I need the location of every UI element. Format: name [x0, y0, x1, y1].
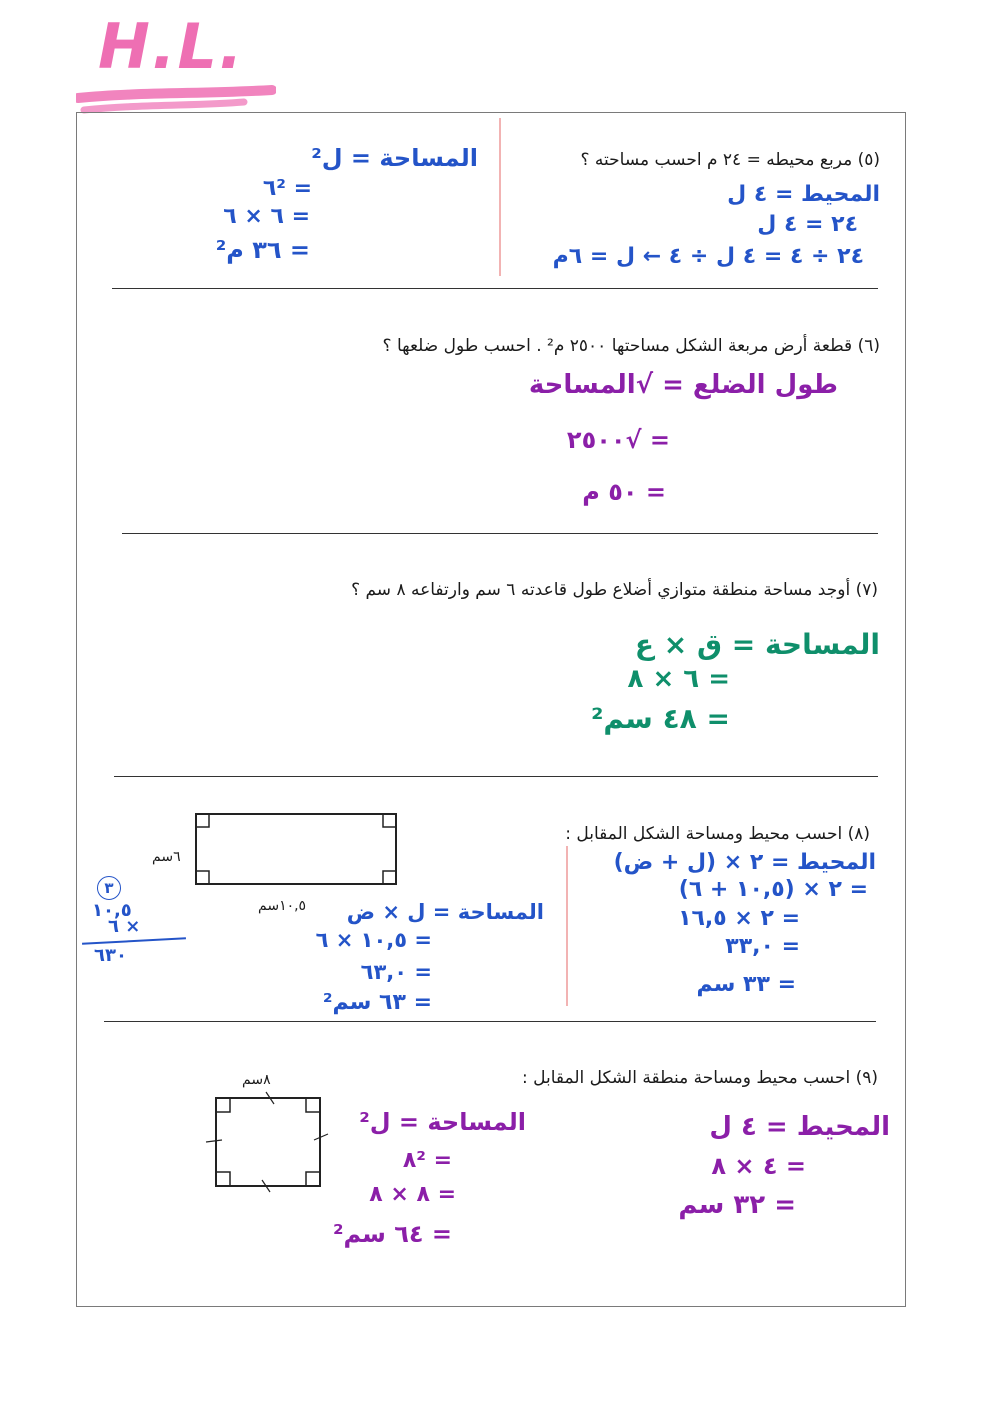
- q9-perimeter-line-1: المحيط = ٤ ل: [709, 1112, 890, 1142]
- rectangle-width-label: ١٠,٥سم: [258, 898, 307, 914]
- margin-divider: [499, 118, 501, 276]
- question-7: (٧) أوجد مساحة منطقة متوازي أضلاع طول قاعدته ٦ سم وارتفاعه ٨ سم ؟: [351, 580, 878, 600]
- q8-side-calc-line-3: ٦٣٠: [94, 945, 127, 966]
- margin-divider: [566, 846, 568, 1006]
- q7-work-line-2: = ٦ × ٨: [627, 664, 730, 694]
- q7-work-line-3: = ٤٨ سم²: [591, 702, 730, 735]
- q5-perimeter-line-2: ٢٤ = ٤ ل: [757, 212, 858, 237]
- q8-area-line-2: = ١٠,٥ × ٦: [315, 928, 432, 952]
- q7-work-line-1: المساحة = ق × ع: [634, 628, 880, 661]
- q9-perimeter-line-2: = ٤ × ٨: [711, 1152, 806, 1180]
- side-calc-mark: ٣: [97, 876, 121, 900]
- q8-perimeter-line-3: = ٢ × ١٦,٥: [678, 906, 800, 931]
- q8-perimeter-line-5: = ٣٣ سم: [696, 972, 796, 997]
- q5-area-line-1: المساحة = ل²: [311, 144, 478, 172]
- question-9: (٩) احسب محيط ومساحة منطقة الشكل المقابل :: [521, 1068, 878, 1088]
- section-divider: [104, 1021, 876, 1022]
- q6-work-line-2: = √٢٥٠٠: [566, 426, 670, 454]
- q9-area-line-1: المساحة = ل²: [359, 1108, 526, 1136]
- q5-perimeter-line-3: ٢٤ ÷ ٤ = ٤ ل ÷ ٤ ← ل = ٦م: [552, 244, 864, 269]
- q6-work-line-1: طول الضلع = √المساحة: [528, 370, 838, 400]
- q6-work-line-3: = ٥٠ م: [582, 478, 666, 506]
- teacher-initials: H.L.: [98, 10, 245, 83]
- q9-perimeter-line-3: = ٣٢ سم: [678, 1190, 796, 1220]
- q9-area-line-4: = ٦٤ سم²: [332, 1220, 452, 1248]
- q9-area-line-2: = ٨²: [402, 1148, 452, 1173]
- q9-area-line-3: = ٨ × ٨: [369, 1182, 456, 1207]
- q5-area-line-2: = ٦²: [262, 176, 312, 201]
- q8-perimeter-line-1: المحيط = ٢ × (ل + ض): [613, 850, 876, 875]
- q8-side-calc-line-1: ١٠,٥: [92, 900, 132, 921]
- q8-side-calc-line-2: ٦ ×: [108, 916, 141, 937]
- rectangle-height-label: ٦سم: [152, 849, 181, 865]
- section-divider: [122, 533, 878, 534]
- q5-area-line-4: = ٣٦ م²: [215, 236, 310, 264]
- section-divider: [114, 776, 878, 777]
- q5-area-line-3: = ٦ × ٦: [223, 204, 310, 229]
- square-figure: [204, 1090, 330, 1194]
- q5-perimeter-line-1: المحيط = ٤ ل: [727, 182, 880, 207]
- q8-area-line-4: = ٦٣ سم²: [322, 990, 432, 1015]
- q8-perimeter-line-2: = ٢ × (١٠,٥ + ٦): [678, 877, 868, 902]
- q8-area-line-3: = ٦٣,٠: [360, 960, 432, 984]
- question-6: (٦) قطعة أرض مربعة الشكل مساحتها ٢٥٠٠ م² . احسب طول ضلعها ؟: [382, 336, 880, 356]
- question-8: (٨) احسب محيط ومساحة الشكل المقابل :: [565, 824, 870, 844]
- question-5: (٥) مربع محيطه = ٢٤ م احسب مساحته ؟: [580, 150, 880, 170]
- square-side-label: ٨سم: [242, 1072, 271, 1088]
- rectangle-figure: [190, 810, 402, 890]
- q8-area-line-1: المساحة = ل × ض: [346, 900, 544, 924]
- section-divider: [112, 288, 878, 289]
- q8-perimeter-line-4: = ٣٣,٠: [725, 934, 800, 959]
